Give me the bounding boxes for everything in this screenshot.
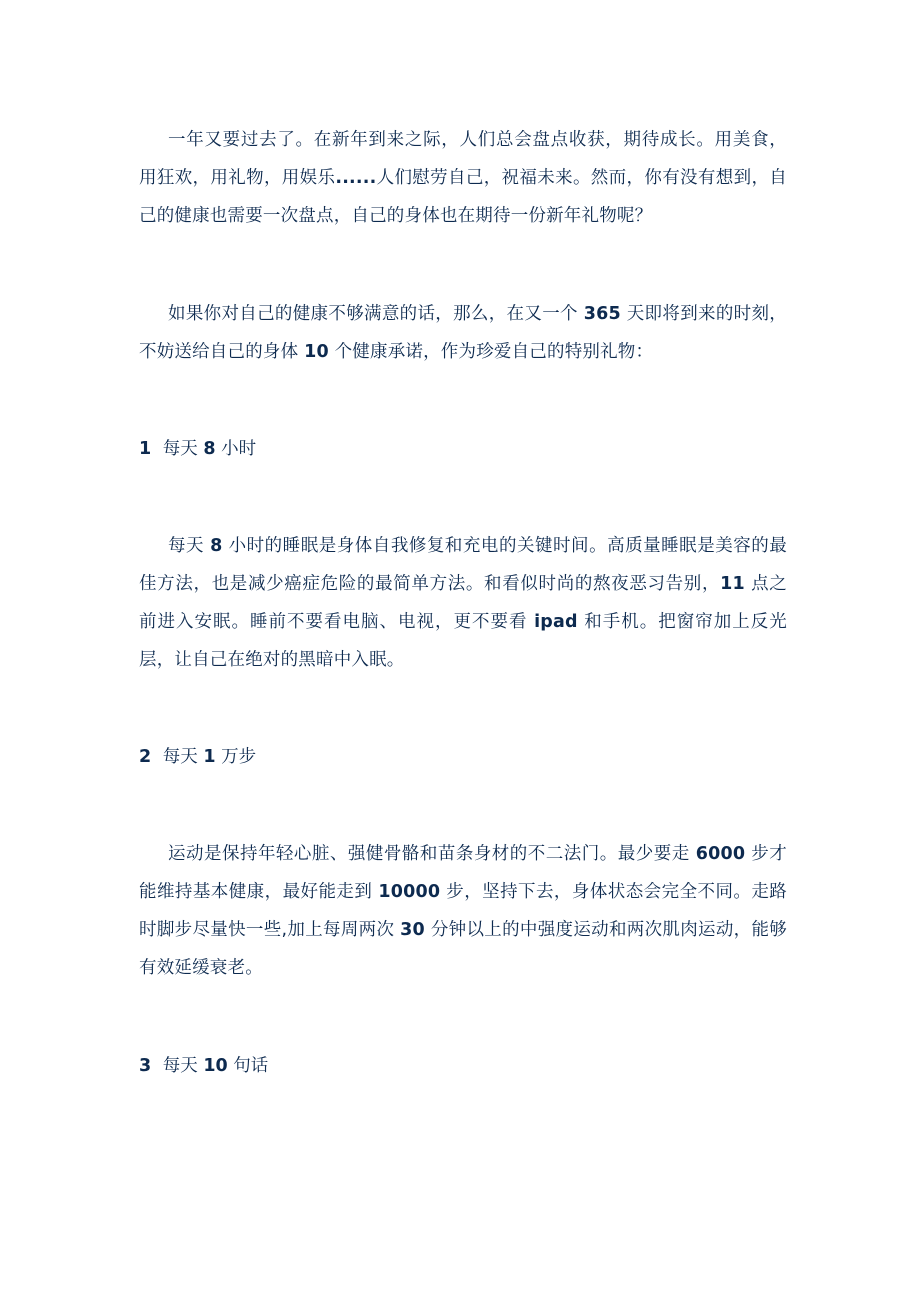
text-run: 分钟以上的中强度运动和两次肌肉运动，能够有效延缓衰老。 bbox=[139, 920, 787, 978]
text-run: 小时 bbox=[215, 439, 257, 459]
text-run: 步才能维持基本健康，最好能走到 bbox=[139, 844, 787, 902]
bold-text-run: 10 bbox=[203, 1056, 228, 1076]
text-run: 步，坚持下去，身体状态会完全不同。走路时脚步尽量快一些,加上每周两次 bbox=[139, 882, 788, 940]
section-3-heading bbox=[139, 1047, 268, 1085]
text-run: 每天 bbox=[157, 439, 204, 459]
text-run: 每天 bbox=[157, 747, 204, 767]
intro-paragraph-2 bbox=[139, 295, 787, 371]
bold-text-run: 8 bbox=[203, 439, 216, 459]
bold-text-run: 11 bbox=[720, 574, 745, 594]
text-run: 天即将到来的时刻，不妨送给自己的身体 bbox=[139, 304, 787, 362]
text-run: 每天 bbox=[168, 536, 211, 556]
text-run: 小时的睡眠是身体自我修复和充电的关键时间。高质量睡眠是美容的最佳方法，也是减少癌症危险的最简单方法。和看似时尚的熬夜恶习告别， bbox=[139, 536, 787, 594]
text-run: 一年又要过去了。在新年到来之际，人们总会盘点收获，期待成长。用美食，用狂欢，用礼物，用娱乐 bbox=[139, 130, 787, 188]
bold-text-run: 10 bbox=[304, 342, 329, 362]
text-run: 运动是保持年轻心脏、强健骨骼和苗条身材的不二法门。最少要走 bbox=[168, 844, 696, 864]
section-number: 2 bbox=[139, 747, 152, 767]
bold-text-run: 8 bbox=[210, 536, 223, 556]
section-2-body bbox=[139, 835, 787, 987]
section-2-heading bbox=[139, 738, 256, 776]
intro-paragraph-1 bbox=[139, 121, 787, 235]
bold-text-run: ...... bbox=[335, 168, 377, 188]
text-run: 和手机。把窗帘加上反光层，让自己在绝对的黑暗中入眠。 bbox=[139, 612, 787, 670]
bold-text-run: 365 bbox=[583, 304, 621, 324]
section-1-heading bbox=[139, 430, 256, 468]
bold-text-run: 10000 bbox=[378, 882, 441, 902]
text-run: 点之前进入安眠。睡前不要看电脑、电视，更不要看 bbox=[139, 574, 787, 632]
bold-text-run: ipad bbox=[534, 612, 578, 632]
text-run: 万步 bbox=[215, 747, 257, 767]
bold-text-run: 30 bbox=[400, 920, 425, 940]
text-run: 每天 bbox=[157, 1056, 204, 1076]
text-run: 个健康承诺，作为珍爱自己的特别礼物： bbox=[328, 342, 654, 362]
section-1-body bbox=[139, 527, 787, 679]
bold-text-run: 1 bbox=[203, 747, 216, 767]
section-number: 3 bbox=[139, 1056, 152, 1076]
text-run: 如果你对自己的健康不够满意的话，那么，在又一个 bbox=[168, 304, 584, 324]
section-number: 1 bbox=[139, 439, 152, 459]
text-run: 句话 bbox=[227, 1056, 269, 1076]
text-run: 人们慰劳自己，祝福未来。然而，你有没有想到，自己的健康也需要一次盘点，自己的身体也在期待一份新年礼物呢？ bbox=[139, 168, 787, 226]
bold-text-run: 6000 bbox=[695, 844, 746, 864]
